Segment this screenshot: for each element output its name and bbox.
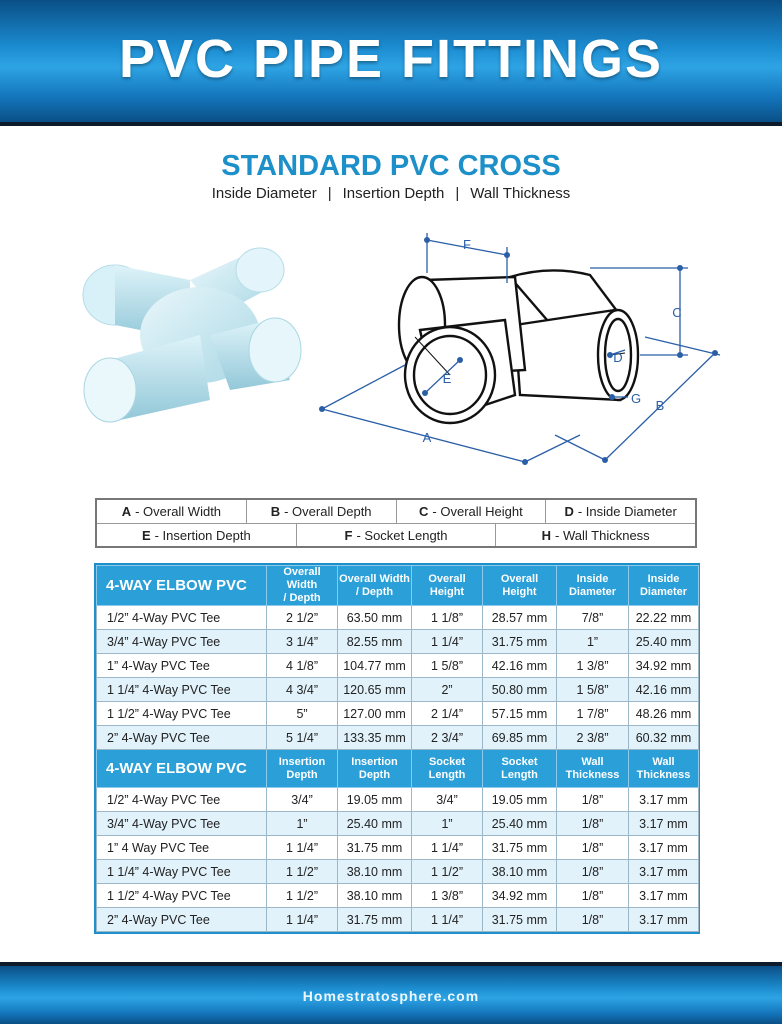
- table-row: [97, 630, 699, 654]
- table-cell: 2 3/4”: [412, 726, 483, 750]
- row-label: 1 1/4” 4-Way PVC Tee: [97, 678, 267, 702]
- footer-banner: [0, 962, 782, 1024]
- table-cell: 42.16 mm: [483, 654, 557, 678]
- diagram-label-e: E: [442, 371, 452, 386]
- table-cell: 34.92 mm: [629, 654, 699, 678]
- table-cell: 3 1/4”: [267, 630, 338, 654]
- table-cell: 3.17 mm: [629, 908, 699, 932]
- legend-item: A - Overall Width: [121, 504, 222, 519]
- table-row: [97, 860, 699, 884]
- column-header: Wall Thickness: [557, 750, 629, 788]
- table-cell: 34.92 mm: [483, 884, 557, 908]
- header-banner: [0, 0, 782, 126]
- table-cell: 1/8”: [557, 812, 629, 836]
- table-cell: 1 1/8”: [412, 606, 483, 630]
- table-cell: 69.85 mm: [483, 726, 557, 750]
- diagram-label-c: C: [672, 305, 682, 320]
- column-header: Insertion Depth: [338, 750, 412, 788]
- legend-item: E - Insertion Depth: [141, 527, 251, 543]
- diagram-label-f: F: [463, 237, 471, 252]
- row-label: 1” 4-Way PVC Tee: [97, 654, 267, 678]
- table-cell: 82.55 mm: [338, 630, 412, 654]
- table-cell: 48.26 mm: [629, 702, 699, 726]
- table-cell: 31.75 mm: [483, 630, 557, 654]
- row-label: 3/4” 4-Way PVC Tee: [97, 812, 267, 836]
- table-cell: 1 1/4”: [412, 908, 483, 932]
- table-cell: 3.17 mm: [629, 788, 699, 812]
- table-cell: 1”: [557, 630, 629, 654]
- table-cell: 19.05 mm: [338, 788, 412, 812]
- diagram-label-d: D: [613, 350, 623, 365]
- table-cell: 60.32 mm: [629, 726, 699, 750]
- table-cell: 1 1/4”: [267, 908, 338, 932]
- table-row: [97, 702, 699, 726]
- legend-item: H - Wall Thickness: [495, 524, 695, 546]
- table-cell: 38.10 mm: [338, 884, 412, 908]
- footer-site-name: Homestratosphere.com: [302, 988, 480, 1004]
- table-header-row: [97, 750, 699, 788]
- table-cell: 1/8”: [557, 884, 629, 908]
- table-cell: 1/8”: [557, 836, 629, 860]
- column-header: Wall Thickness: [629, 750, 699, 788]
- table-cell: 1 5/8”: [412, 654, 483, 678]
- table-cell: 3.17 mm: [629, 860, 699, 884]
- table-row: [97, 654, 699, 678]
- column-header: Overall Height: [483, 566, 557, 606]
- column-header: Socket Length: [412, 750, 483, 788]
- table-cell: 31.75 mm: [338, 908, 412, 932]
- table-cell: 1 1/2”: [412, 860, 483, 884]
- table-cell: 1 3/8”: [557, 654, 629, 678]
- table-cell: 1/8”: [557, 788, 629, 812]
- table-cell: 1 7/8”: [557, 702, 629, 726]
- legend-item: F - Socket Length: [296, 524, 496, 546]
- table-cell: 1 1/2”: [267, 860, 338, 884]
- table-cell: 38.10 mm: [483, 860, 557, 884]
- column-header: Inside Diameter: [557, 566, 629, 606]
- table-cell: 2 1/4”: [412, 702, 483, 726]
- table-cell: 25.40 mm: [338, 812, 412, 836]
- table-cell: 42.16 mm: [629, 678, 699, 702]
- table-cell: 1 1/4”: [267, 836, 338, 860]
- table-cell: 28.57 mm: [483, 606, 557, 630]
- pvc-cross-diagram: [300, 225, 740, 475]
- table-cell: 1/8”: [557, 908, 629, 932]
- table-cell: 4 3/4”: [267, 678, 338, 702]
- table-cell: 50.80 mm: [483, 678, 557, 702]
- table-cell: 3.17 mm: [629, 884, 699, 908]
- table-row: [97, 678, 699, 702]
- table-cell: 22.22 mm: [629, 606, 699, 630]
- row-label: 1/2” 4-Way PVC Tee: [97, 606, 267, 630]
- table-cell: 31.75 mm: [483, 836, 557, 860]
- table-cell: 1 1/2”: [267, 884, 338, 908]
- column-header: Insertion Depth: [267, 750, 338, 788]
- diagram-label-g: G: [630, 391, 642, 406]
- column-header: Overall Width / Depth: [267, 566, 338, 606]
- spec-table: [94, 563, 700, 934]
- table-cell: 1 1/4”: [412, 836, 483, 860]
- table-row: [97, 908, 699, 932]
- table-cell: 2 3/8”: [557, 726, 629, 750]
- table-cell: 127.00 mm: [338, 702, 412, 726]
- table-row: [97, 812, 699, 836]
- table-cell: 2 1/2”: [267, 606, 338, 630]
- section-subtitle: [0, 185, 782, 202]
- table-cell: 3.17 mm: [629, 836, 699, 860]
- table-cell: 1 1/4”: [412, 630, 483, 654]
- row-label: 2” 4-Way PVC Tee: [97, 908, 267, 932]
- section-title: STANDARD PVC CROSS: [221, 150, 561, 182]
- subtitle-item: Wall Thickness: [470, 185, 571, 202]
- subtitle-separator: |: [327, 185, 332, 202]
- row-label: 3/4” 4-Way PVC Tee: [97, 630, 267, 654]
- row-label: 1/2” 4-Way PVC Tee: [97, 788, 267, 812]
- pvc-cross-photo: [70, 240, 320, 440]
- table-cell: 25.40 mm: [629, 630, 699, 654]
- legend-row: [97, 523, 695, 546]
- subtitle-item: Insertion Depth: [342, 185, 445, 202]
- legend-item: C - Overall Height: [396, 500, 546, 523]
- column-header: Socket Length: [483, 750, 557, 788]
- table-group-label: 4-WAY ELBOW PVC: [97, 566, 267, 606]
- row-label: 1” 4 Way PVC Tee: [97, 836, 267, 860]
- column-header: Inside Diameter: [629, 566, 699, 606]
- row-label: 1 1/2” 4-Way PVC Tee: [97, 884, 267, 908]
- table-cell: 19.05 mm: [483, 788, 557, 812]
- row-label: 1 1/2” 4-Way PVC Tee: [97, 702, 267, 726]
- table-row: [97, 788, 699, 812]
- table-cell: 1”: [267, 812, 338, 836]
- row-label: 1 1/4” 4-Way PVC Tee: [97, 860, 267, 884]
- table-cell: 31.75 mm: [483, 908, 557, 932]
- table-cell: 25.40 mm: [483, 812, 557, 836]
- table-row: [97, 726, 699, 750]
- table-cell: 63.50 mm: [338, 606, 412, 630]
- table-cell: 3/4”: [412, 788, 483, 812]
- column-header: Overall Height: [412, 566, 483, 606]
- table-header-row: [97, 566, 699, 606]
- table-cell: 1 5/8”: [557, 678, 629, 702]
- table-cell: 133.35 mm: [338, 726, 412, 750]
- table-cell: 1”: [412, 812, 483, 836]
- table-cell: 57.15 mm: [483, 702, 557, 726]
- diagram-label-a: A: [422, 430, 432, 445]
- legend-item: D - Inside Diameter: [545, 500, 695, 523]
- column-header: Overall Width / Depth: [338, 566, 412, 606]
- subtitle-item: Inside Diameter: [211, 185, 317, 202]
- table-cell: 104.77 mm: [338, 654, 412, 678]
- table-cell: 31.75 mm: [338, 836, 412, 860]
- table-group-label: 4-WAY ELBOW PVC: [97, 750, 267, 788]
- table-row: [97, 884, 699, 908]
- subtitle-separator: |: [455, 185, 460, 202]
- table-cell: 5”: [267, 702, 338, 726]
- table-row: [97, 836, 699, 860]
- table-cell: 1 3/8”: [412, 884, 483, 908]
- table-cell: 120.65 mm: [338, 678, 412, 702]
- table-cell: 1/8”: [557, 860, 629, 884]
- table-cell: 3/4”: [267, 788, 338, 812]
- table-cell: 38.10 mm: [338, 860, 412, 884]
- legend-row: [97, 500, 695, 523]
- table-cell: 3.17 mm: [629, 812, 699, 836]
- page-title: PVC PIPE FITTINGS: [118, 29, 664, 89]
- table-cell: 5 1/4”: [267, 726, 338, 750]
- diagram-label-b: B: [655, 398, 665, 413]
- dimension-legend: [95, 498, 697, 548]
- table-row: [97, 606, 699, 630]
- table-cell: 2”: [412, 678, 483, 702]
- row-label: 2” 4-Way PVC Tee: [97, 726, 267, 750]
- table-cell: 7/8”: [557, 606, 629, 630]
- table-cell: 4 1/8”: [267, 654, 338, 678]
- legend-item: B - Overall Depth: [246, 500, 396, 523]
